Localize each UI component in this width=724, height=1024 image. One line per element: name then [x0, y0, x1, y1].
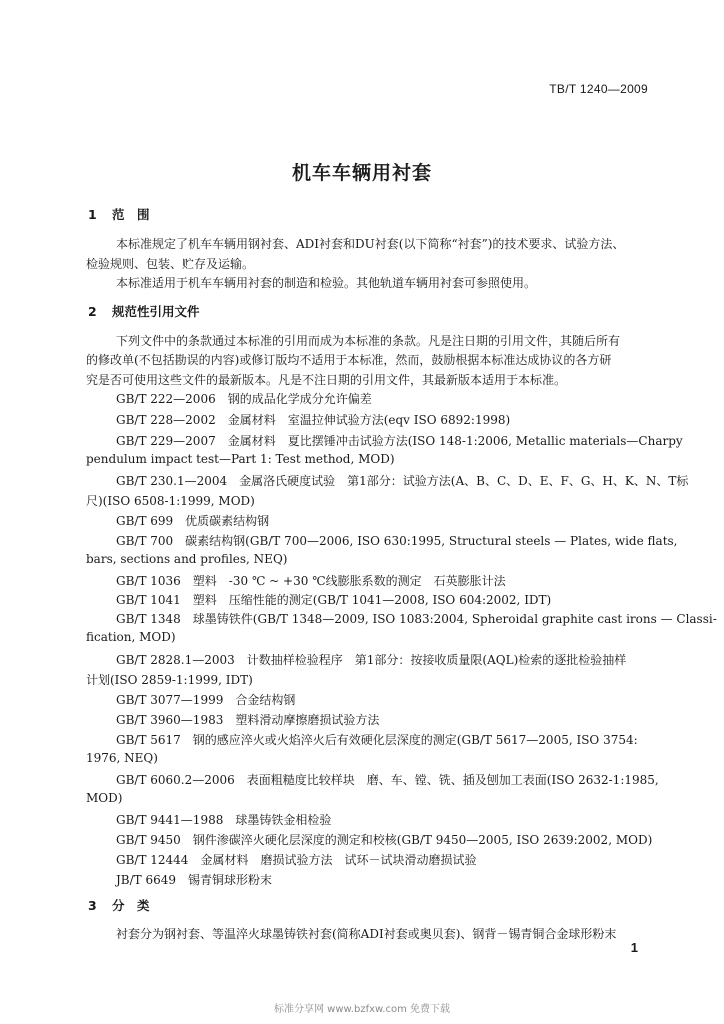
reference-item-continuation: 计划(ISO 2859-1:1999, IDT) [86, 673, 253, 687]
section-title: 规范性引用文件 [112, 304, 200, 319]
reference-item: GB/T 9450 钢件渗碳淬火硬化层深度的测定和校核(GB/T 9450—2005, ISO 2639:2002, MOD) [116, 833, 653, 847]
paragraph-line: 的修改单(不包括勘误的内容)或修订版均不适用于本标准，然而，鼓励根据本标准达成协议的各方研 [86, 353, 612, 367]
section-heading-normative-references [88, 302, 200, 320]
paragraph-line: 本标准规定了机车车辆用钢衬套、ADI衬套和DU衬套(以下简称“衬套”)的技术要求、试验方法、 [116, 237, 625, 251]
reference-item: GB/T 5617 钢的感应淬火或火焰淬火后有效硬化层深度的测定(GB/T 5617—2005, ISO 3754: [116, 733, 638, 747]
section-number: 2 [88, 304, 97, 319]
paragraph-line: 究是否可使用这些文件的最新版本。凡是不注日期的引用文件，其最新版本适用于本标准。 [86, 373, 567, 387]
reference-item: GB/T 3077—1999 合金结构钢 [116, 693, 296, 707]
page-number: 1 [630, 940, 638, 955]
reference-item: GB/T 1041 塑料 压缩性能的测定(GB/T 1041—2008, ISO 604:2002, IDT) [116, 593, 552, 607]
reference-item: GB/T 9441—1988 球墨铸铁金相检验 [116, 813, 332, 827]
reference-item: GB/T 12444 金属材料 磨损试验方法 试环－试块滑动磨损试验 [116, 853, 477, 867]
reference-item-continuation: 1976, NEQ) [86, 751, 158, 765]
reference-item: GB/T 2828.1—2003 计数抽样检验程序 第1部分：按接收质量限(AQL)检索的逐批检验抽样 [116, 653, 627, 667]
reference-item: GB/T 1348 球墨铸铁件(GB/T 1348—2009, ISO 1083:2004, Spheroidal graphite cast irons — Classi- [116, 612, 717, 626]
paragraph-line: 下列文件中的条款通过本标准的引用而成为本标准的条款。凡是注日期的引用文件，其随后所有 [116, 334, 621, 348]
reference-item: GB/T 228—2002 金属材料 室温拉伸试验方法(eqv ISO 6892:1998) [116, 413, 511, 427]
reference-item: GB/T 230.1—2004 金属洛氏硬度试验 第1部分：试验方法(A、B、C、D、E、F、G、H、K、N、T标 [116, 474, 689, 488]
watermark-footer: 标准分享网 www.bzfxw.com 免费下载 [274, 1004, 450, 1015]
section-number: 3 [88, 898, 97, 913]
section-number: 1 [88, 207, 97, 222]
paragraph-line: 衬套分为钢衬套、等温淬火球墨铸铁衬套(简称ADI衬套或奥贝套)、钢背－锡青铜合金球形粉末 [116, 927, 617, 941]
reference-item-continuation: MOD) [86, 791, 123, 805]
reference-item-continuation: bars, sections and profiles, NEQ) [86, 552, 288, 566]
section-title: 分 类 [112, 898, 150, 913]
standard-number: TB/T 1240—2009 [549, 82, 648, 96]
reference-item-continuation: pendulum impact test—Part 1: Test method, MOD) [86, 452, 395, 466]
section-title: 范 围 [112, 207, 150, 222]
section-heading-classification [88, 896, 150, 914]
reference-item: GB/T 222—2006 钢的成品化学成分允许偏差 [116, 392, 372, 406]
section-heading-scope [88, 205, 150, 223]
reference-item: GB/T 700 碳素结构钢(GB/T 700—2006, ISO 630:1995, Structural steels — Plates, wide flats, [116, 534, 678, 548]
paragraph-line: 本标准适用于机车车辆用衬套的制造和检验。其他轨道车辆用衬套可参照使用。 [116, 276, 537, 290]
reference-item: JB/T 6649 锡青铜球形粉末 [116, 873, 273, 887]
reference-item: GB/T 229—2007 金属材料 夏比摆锤冲击试验方法(ISO 148-1:2006, Metallic materials—Charpy [116, 434, 683, 448]
reference-item: GB/T 3960—1983 塑料滑动摩擦磨损试验方法 [116, 713, 380, 727]
reference-item-continuation: 尺)(ISO 6508-1:1999, MOD) [86, 494, 255, 508]
reference-item: GB/T 699 优质碳素结构钢 [116, 514, 270, 528]
paragraph-line: 检验规则、包装、贮存及运输。 [86, 257, 255, 271]
reference-item: GB/T 1036 塑料 -30 ℃ ~ +30 ℃线膨胀系数的测定 石英膨胀计法 [116, 574, 506, 588]
reference-item: GB/T 6060.2—2006 表面粗糙度比较样块 磨、车、镗、铣、插及刨加工表面(ISO 2632-1:1985, [116, 773, 659, 787]
document-title: 机车车辆用衬套 [291, 162, 432, 184]
reference-item-continuation: fication, MOD) [86, 630, 176, 644]
